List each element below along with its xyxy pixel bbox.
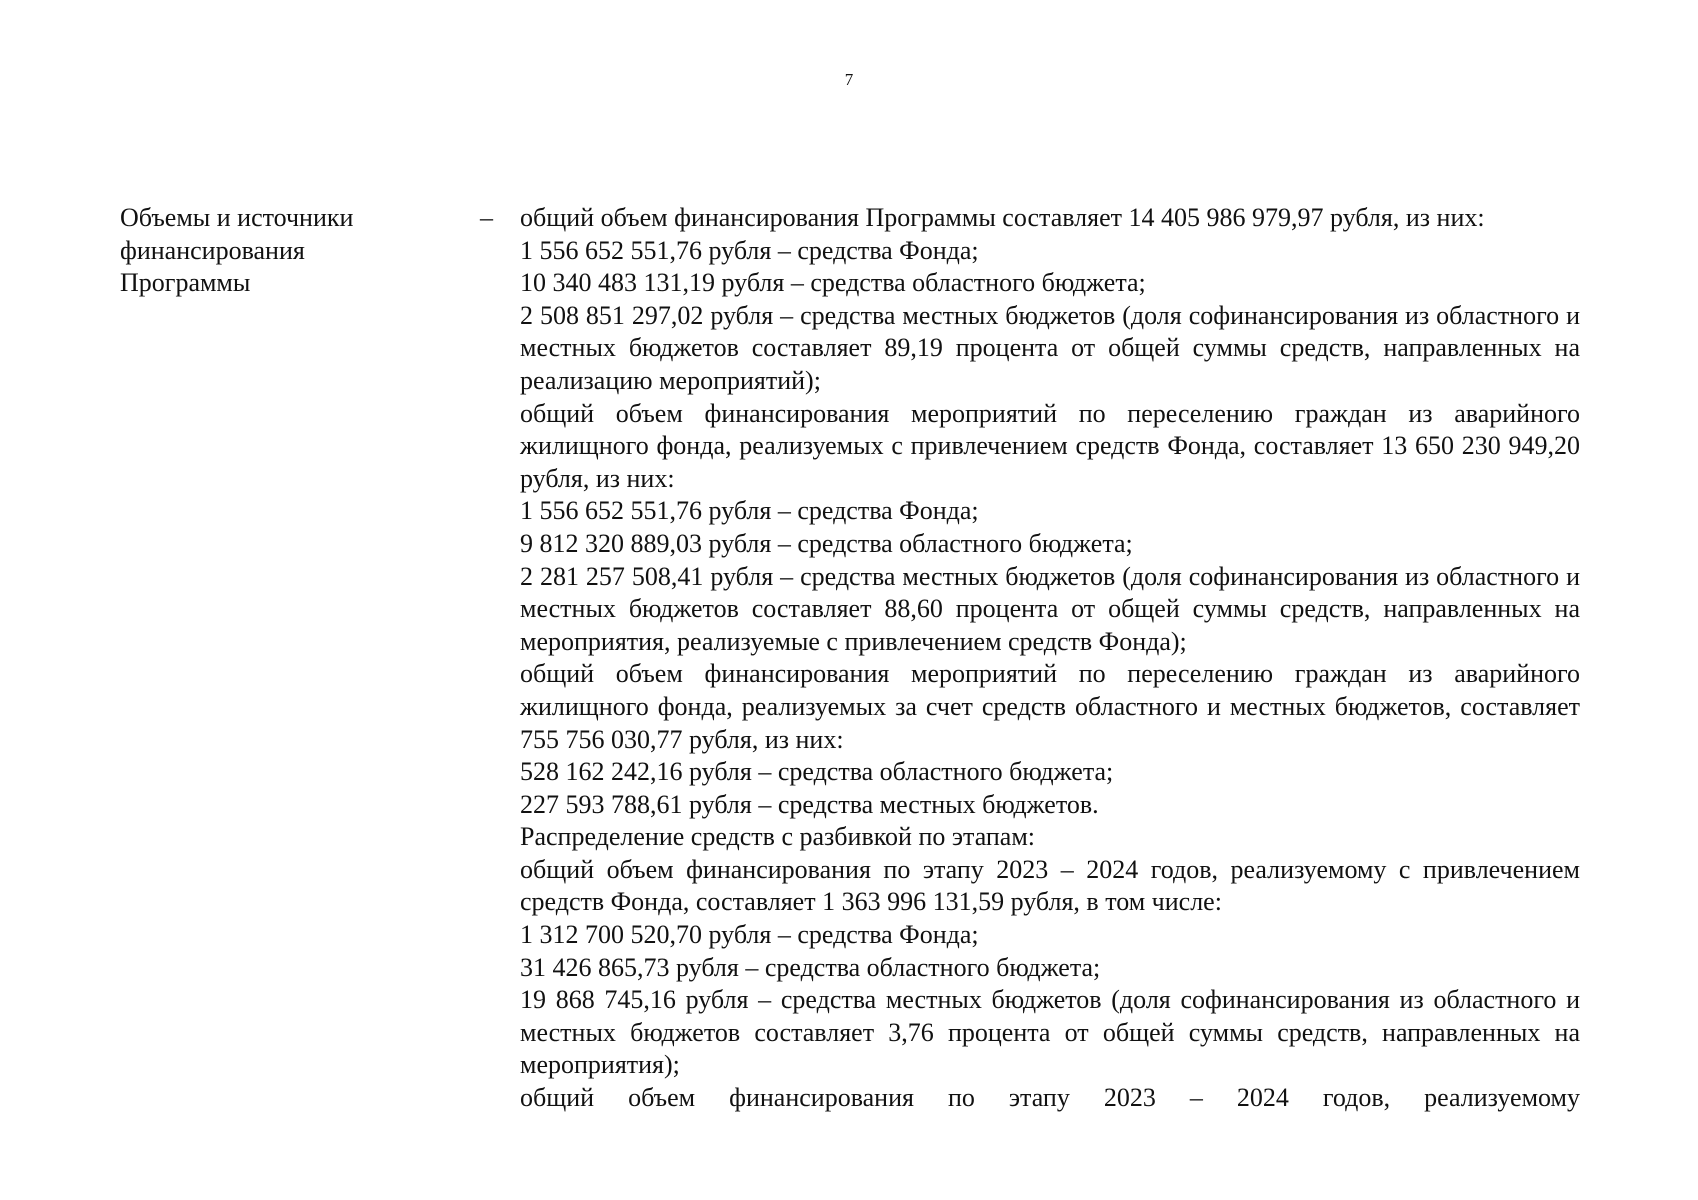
row-label-line: Программы — [120, 268, 251, 298]
paragraph-item: общий объем финансирования мероприятий по переселению граждан из аварийного жилищного фонда, реализуемых с привлечением средств Фонда, составляет 13 650 230 949,20 рубля, из них: — [520, 398, 1580, 493]
paragraph-item: 31 426 865,73 рубля – средства областного бюджета; — [520, 952, 1101, 982]
row-label-line: Объемы и источники — [120, 203, 354, 232]
paragraph-item: 19 868 745,16 рубля – средства местных бюджетов (доля софинансирования из областного и местных бюджетов составляет 3,76 процента от общей суммы средств, направленных на мероприятия); — [520, 985, 1580, 1080]
row-content — [520, 202, 1580, 1115]
paragraph-item: общий объем финансирования мероприятий по переселению граждан из аварийного жилищного фонда, реализуемых за счет средств областного и местных бюджетов, составляет 755 756 030,77 рубля, из них: — [520, 659, 1580, 754]
row-label-line: финансирования — [120, 235, 305, 265]
page-number: 7 — [844, 70, 854, 89]
paragraph-item: 1 556 652 551,76 рубля – средства Фонда; — [520, 496, 979, 526]
row-dash: – — [480, 203, 493, 232]
paragraph-total: общий объем финансирования Программы составляет 14 405 986 979,97 рубля, из них: — [520, 203, 1485, 232]
paragraph-item: 9 812 320 889,03 рубля – средства областного бюджета; — [520, 528, 1133, 558]
paragraph-item: 2 281 257 508,41 рубля – средства местных бюджетов (доля софинансирования из областного и местных бюджетов составляет 88,60 процента от общей суммы средств, направленных на мероприятия, реализуемые с привлечением средств Фонда); — [520, 561, 1580, 656]
paragraph-item: общий объем финансирования по этапу 2023 – 2024 годов, реализуемому — [520, 1083, 1580, 1113]
paragraph-item: 2 508 851 297,02 рубля – средства местных бюджетов (доля софинансирования из областного и местных бюджетов составляет 89,19 процента от общей суммы средств, направленных на реализацию мероприятий); — [520, 300, 1580, 395]
passport-row-financing — [120, 202, 1580, 1132]
paragraph-item: 227 593 788,61 рубля – средства местных бюджетов. — [520, 789, 1099, 819]
row-label — [120, 202, 460, 300]
paragraph-item: общий объем финансирования по этапу 2023 – 2024 годов, реализуемому с привлечением средств Фонда, составляет 1 363 996 131,59 рубля, в том числе: — [520, 854, 1580, 917]
paragraph-item: 1 556 652 551,76 рубля – средства Фонда; — [520, 235, 979, 265]
paragraph-item: 1 312 700 520,70 рубля – средства Фонда; — [520, 920, 979, 950]
paragraph-item: 528 162 242,16 рубля – средства областного бюджета; — [520, 757, 1114, 787]
paragraph-item: Распределение средств с разбивкой по этапам: — [520, 822, 1036, 852]
paragraph-item: 10 340 483 131,19 рубля – средства областного бюджета; — [520, 268, 1146, 298]
